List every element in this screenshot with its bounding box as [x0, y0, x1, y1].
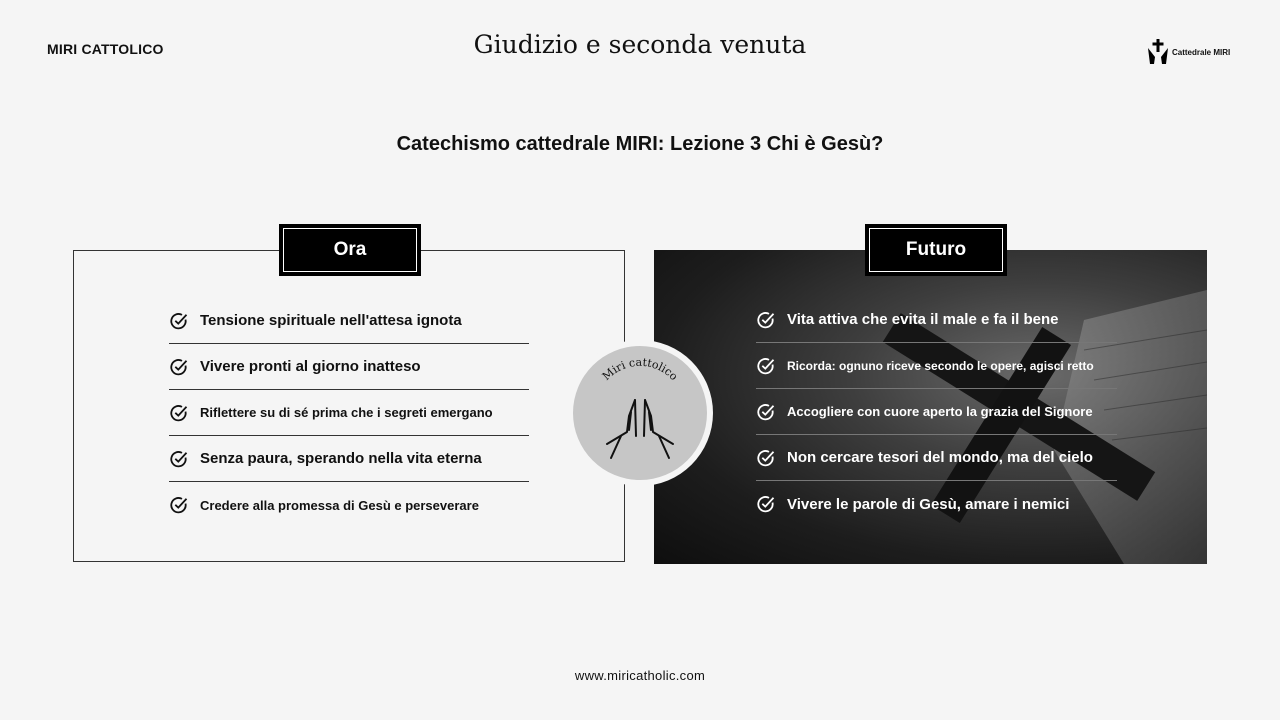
check-circle-icon: [756, 402, 776, 422]
now-list: [169, 298, 529, 528]
list-item-text: Tensione spirituale nell'attesa ignota: [200, 312, 462, 329]
medallion-text: [600, 356, 681, 384]
list-item: [169, 344, 529, 390]
list-item-text: Vivere pronti al giorno inatteso: [200, 358, 421, 375]
list-item-text: Vita attiva che evita il male e fa il bene: [787, 311, 1059, 328]
list-item: [169, 482, 529, 528]
check-circle-icon: [169, 357, 189, 377]
list-item: [169, 436, 529, 482]
brand-name: MIRI CATTOLICO: [47, 41, 164, 57]
medallion-text-path: Miri cattolico: [599, 355, 681, 384]
list-item-text: Accogliere con cuore aperto la grazia del Signore: [787, 404, 1093, 419]
tab-future: [865, 224, 1007, 276]
praying-hands-cross-icon: [1146, 38, 1170, 66]
tab-future-label: Futuro: [869, 228, 1003, 272]
list-item: [756, 343, 1117, 389]
medallion: [567, 340, 713, 486]
logo-text: Cattedrale MIRI: [1172, 47, 1231, 57]
list-item-text: Riflettere su di sé prima che i segreti emergano: [200, 405, 493, 420]
lesson-subtitle: Catechismo cattedrale MIRI: Lezione 3 Chi è Gesù?: [396, 133, 884, 155]
list-item-text: Ricorda: ognuno riceve secondo le opere, agisci retto: [787, 358, 1094, 373]
check-circle-icon: [756, 356, 776, 376]
list-item-text: Vivere le parole di Gesù, amare i nemici: [787, 495, 1070, 513]
list-item: [756, 389, 1117, 435]
tab-now: [279, 224, 421, 276]
list-item: [756, 481, 1117, 527]
check-circle-icon: [756, 448, 776, 468]
list-item-text: Credere alla promessa di Gesù e perseverare: [200, 497, 479, 513]
check-circle-icon: [756, 494, 776, 514]
check-circle-icon: [169, 311, 189, 331]
list-item: [756, 297, 1117, 343]
list-item: [756, 435, 1117, 481]
check-circle-icon: [169, 495, 189, 515]
footer-url: www.miricatholic.com: [574, 668, 706, 683]
tab-now-label: Ora: [283, 228, 417, 272]
check-circle-icon: [169, 403, 189, 423]
medallion-disc: [573, 346, 707, 480]
list-item: [169, 298, 529, 344]
praying-hands-icon: [607, 400, 673, 458]
list-item-text: Senza paura, sperando nella vita eterna: [200, 450, 482, 467]
list-item: [169, 390, 529, 436]
check-circle-icon: [756, 310, 776, 330]
future-list: [756, 297, 1117, 527]
page-title: Giudizio e seconda venuta: [473, 30, 807, 59]
list-item-text: Non cercare tesori del mondo, ma del cielo: [787, 449, 1093, 466]
logo: [1146, 38, 1230, 66]
check-circle-icon: [169, 449, 189, 469]
